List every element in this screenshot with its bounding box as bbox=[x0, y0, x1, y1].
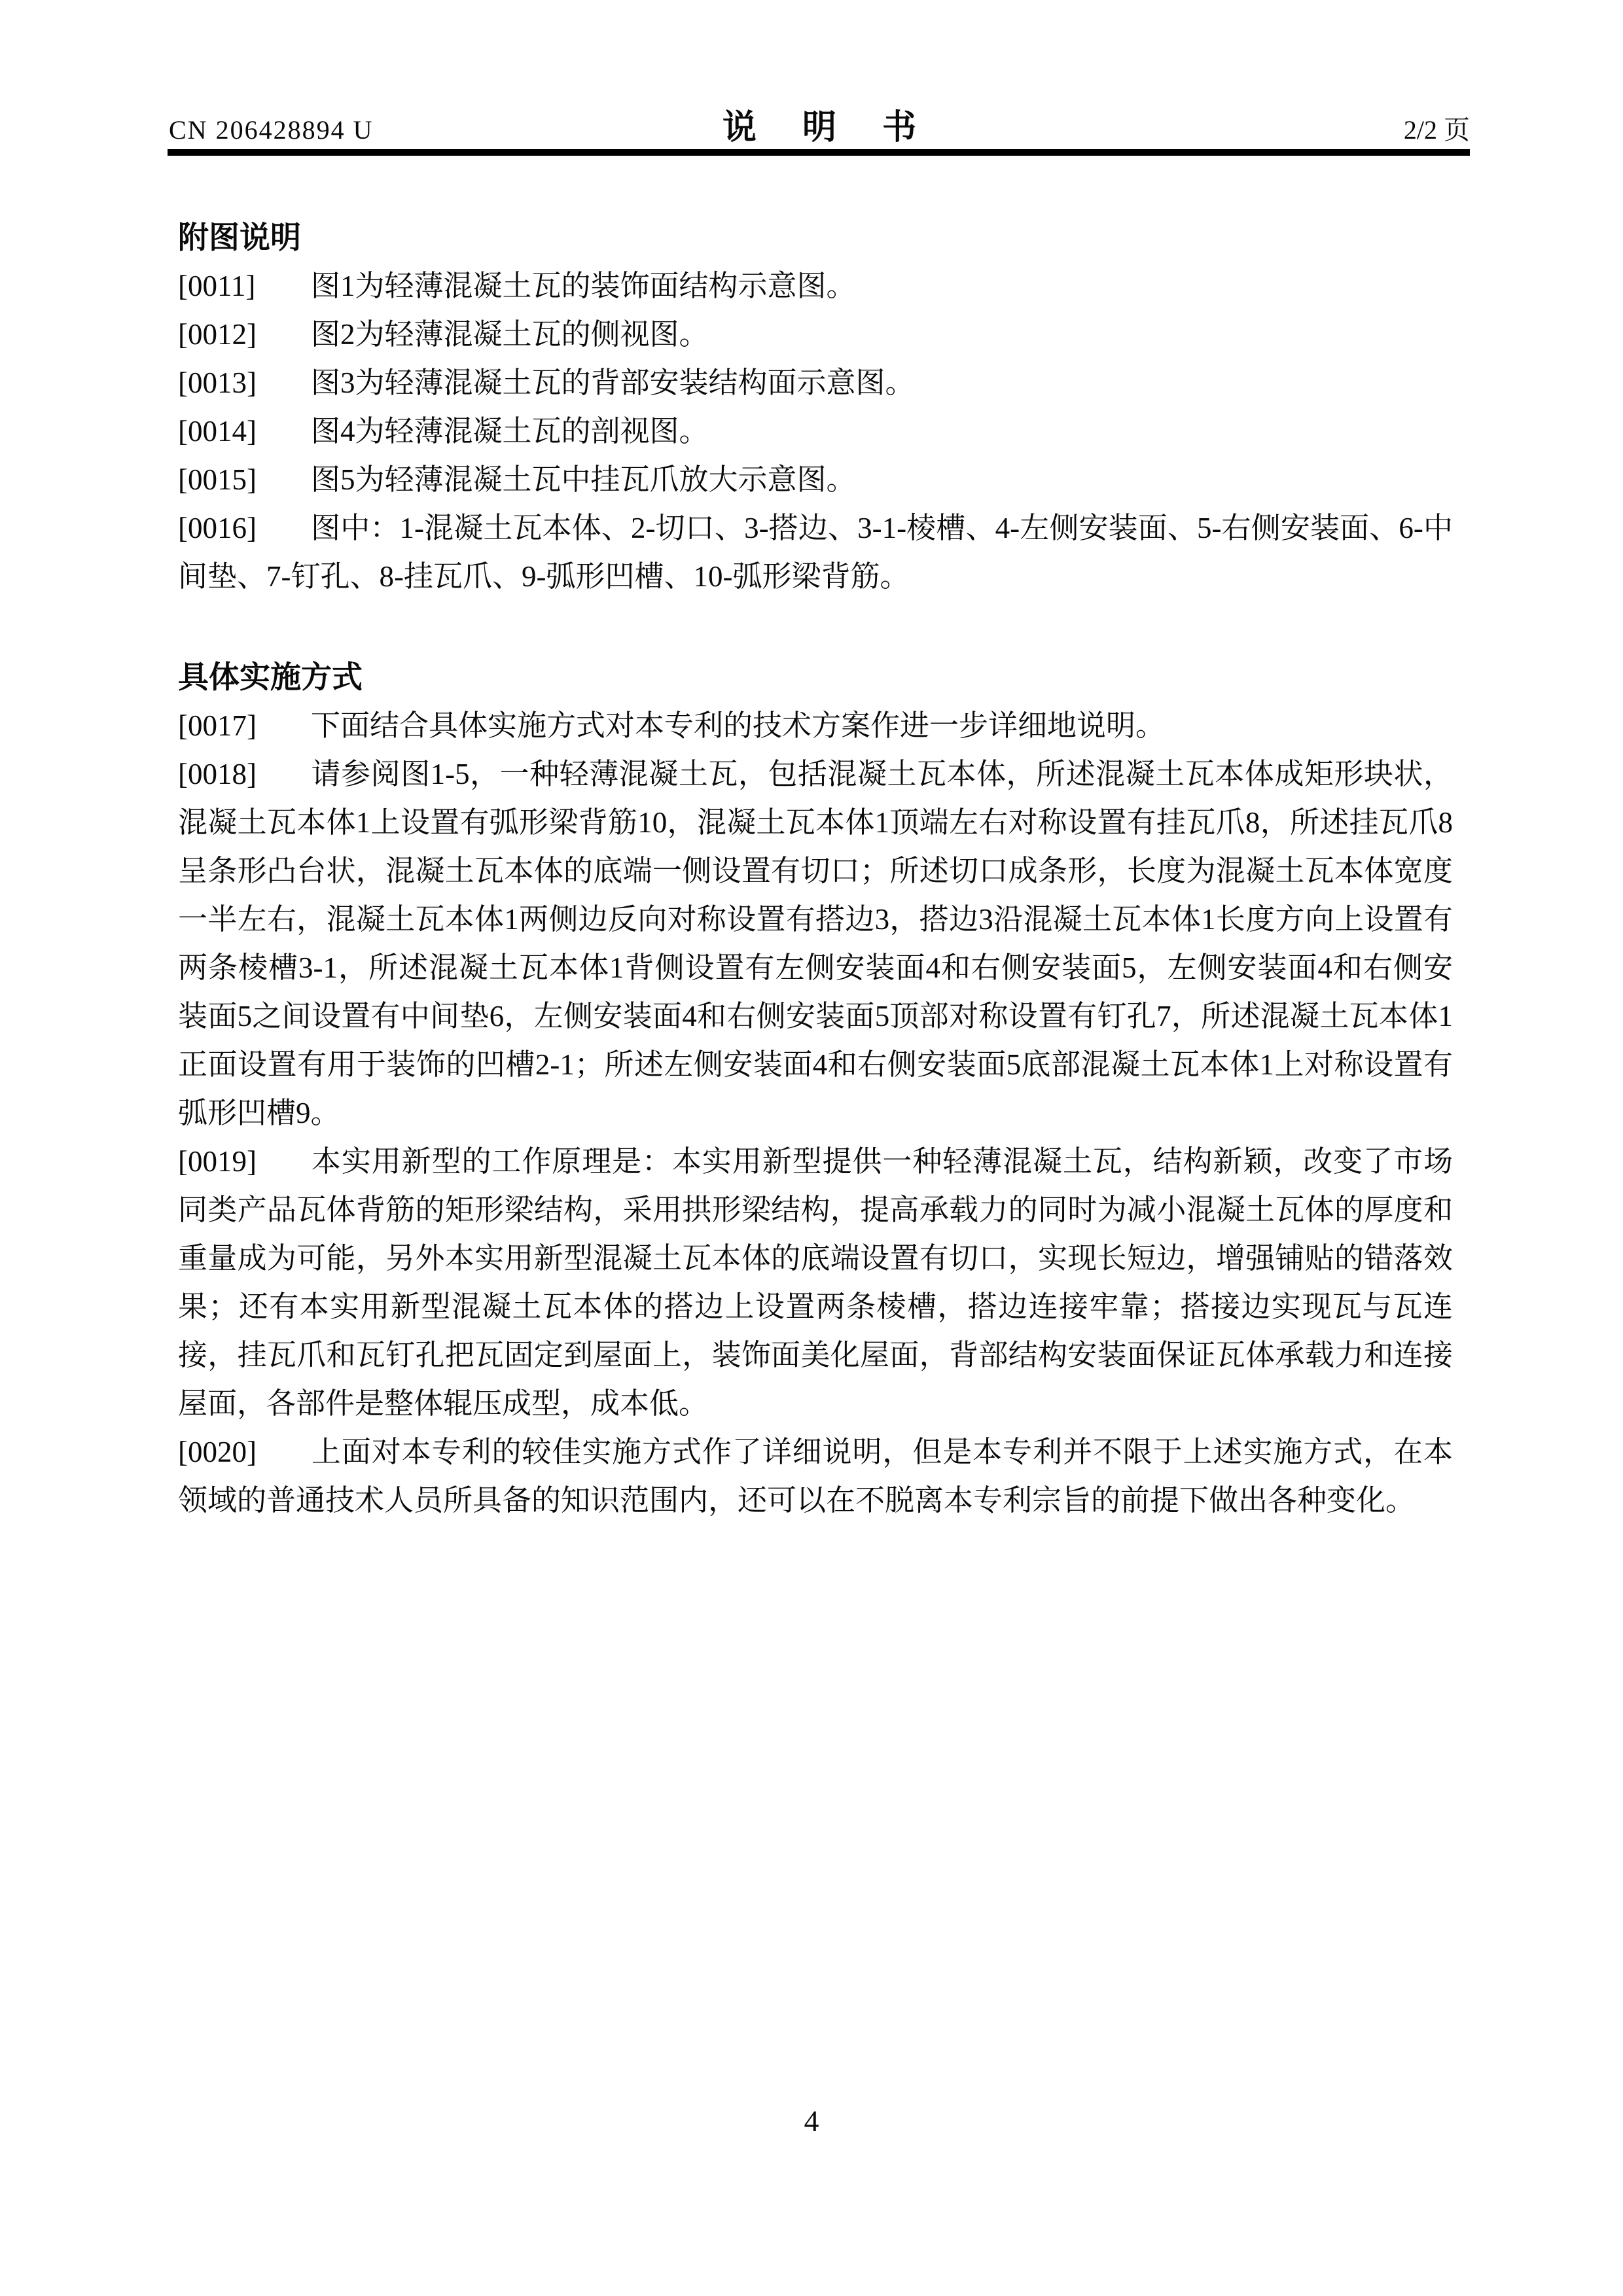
paragraph-text: 上面对本专利的较佳实施方式作了详细说明，但是本专利并不限于上述实施方式，在本领域的普通技术人员所具备的知识范围内，还可以在不脱离本专利宗旨的前提下做出各种变化。 bbox=[178, 1436, 1453, 1517]
paragraph-text: 图2为轻薄混凝土瓦的侧视图。 bbox=[311, 318, 709, 351]
paragraph bbox=[178, 359, 1453, 407]
header-divider bbox=[168, 149, 1470, 156]
paragraph bbox=[178, 504, 1453, 601]
document-title: 说明书 bbox=[722, 109, 962, 147]
page-header bbox=[169, 99, 1470, 149]
paragraph-number: [0014] bbox=[178, 415, 257, 448]
paragraph bbox=[178, 1137, 1453, 1428]
paragraph-text: 请参阅图1-5，一种轻薄混凝土瓦，包括混凝土瓦本体，所述混凝土瓦本体成矩形块状，混凝土瓦本体1上设置有弧形梁背筋10，混凝土瓦本体1顶端左右对称设置有挂瓦爪8，所述挂瓦爪8呈条形凸台状，混凝土瓦本体的底端一侧设置有切口；所述切口成条形，长度为混凝土瓦本体宽度一半左右，混凝土瓦本体1两侧边反向对称设置有搭边3，搭边3沿混凝土瓦本体1长度方向上设置有两条棱槽3-1，所述混凝土瓦本体1背侧设置有左侧安装面4和右侧安装面5，左侧安装面4和右侧安装面5之间设置有中间垫6，左侧安装面4和右侧安装面5顶部对称设置有钉孔7，所述混凝土瓦本体1正面设置有用于装饰的凹槽2-1；所述左侧安装面4和右侧安装面5底部混凝土瓦本体1上对称设置有弧形凹槽9。 bbox=[178, 758, 1453, 1129]
page-number: 4 bbox=[804, 2104, 819, 2138]
document-number: CN 206428894 U bbox=[169, 115, 374, 145]
page-indicator: 2/2 页 bbox=[1403, 115, 1470, 145]
paragraph-text: 图4为轻薄混凝土瓦的剖视图。 bbox=[311, 415, 709, 448]
paragraph bbox=[178, 407, 1453, 455]
paragraph bbox=[178, 701, 1453, 750]
paragraph-number: [0015] bbox=[178, 463, 257, 496]
paragraph bbox=[178, 262, 1453, 310]
paragraph-text: 图3为轻薄混凝土瓦的背部安装结构面示意图。 bbox=[311, 366, 915, 399]
paragraph-number: [0011] bbox=[178, 270, 256, 302]
paragraph-number: [0016] bbox=[178, 512, 257, 544]
section-detailed-description bbox=[178, 653, 1453, 1525]
paragraph-number: [0012] bbox=[178, 318, 257, 351]
page-footer bbox=[0, 2102, 1623, 2141]
paragraph-number: [0013] bbox=[178, 366, 257, 399]
paragraph-text: 图5为轻薄混凝土瓦中挂瓦爪放大示意图。 bbox=[311, 463, 856, 496]
paragraph bbox=[178, 455, 1453, 504]
paragraph bbox=[178, 750, 1453, 1137]
paragraph bbox=[178, 310, 1453, 359]
paragraph-text: 图1为轻薄混凝土瓦的装饰面结构示意图。 bbox=[311, 270, 856, 302]
paragraph-number: [0019] bbox=[178, 1145, 257, 1178]
paragraph-number: [0017] bbox=[178, 709, 257, 742]
section-heading: 附图说明 bbox=[178, 220, 301, 255]
document-body bbox=[178, 213, 1453, 1525]
paragraph-number: [0018] bbox=[178, 758, 257, 790]
section-heading: 具体实施方式 bbox=[178, 660, 363, 694]
paragraph-text: 本实用新型的工作原理是：本实用新型提供一种轻薄混凝土瓦，结构新颖，改变了市场同类产品瓦体背筋的矩形梁结构，采用拱形梁结构，提高承载力的同时为减小混凝土瓦体的厚度和重量成为可能，另外本实用新型混凝土瓦本体的底端设置有切口，实现长短边，增强铺贴的错落效果；还有本实用新型混凝土瓦本体的搭边上设置两条棱槽，搭边连接牢靠；搭接边实现瓦与瓦连接，挂瓦爪和瓦钉孔把瓦固定到屋面上，装饰面美化屋面，背部结构安装面保证瓦体承载力和连接屋面，各部件是整体辊压成型，成本低。 bbox=[178, 1145, 1453, 1420]
paragraph-text: 图中：1-混凝土瓦本体、2-切口、3-搭边、3-1-棱槽、4-左侧安装面、5-右侧安装面、6-中间垫、7-钉孔、8-挂瓦爪、9-弧形凹槽、10-弧形梁背筋。 bbox=[178, 512, 1453, 593]
paragraph-text: 下面结合具体实施方式对本专利的技术方案作进一步详细地说明。 bbox=[311, 709, 1166, 742]
paragraph bbox=[178, 1428, 1453, 1525]
paragraph-number: [0020] bbox=[178, 1436, 257, 1468]
section-drawings-description bbox=[178, 213, 1453, 601]
